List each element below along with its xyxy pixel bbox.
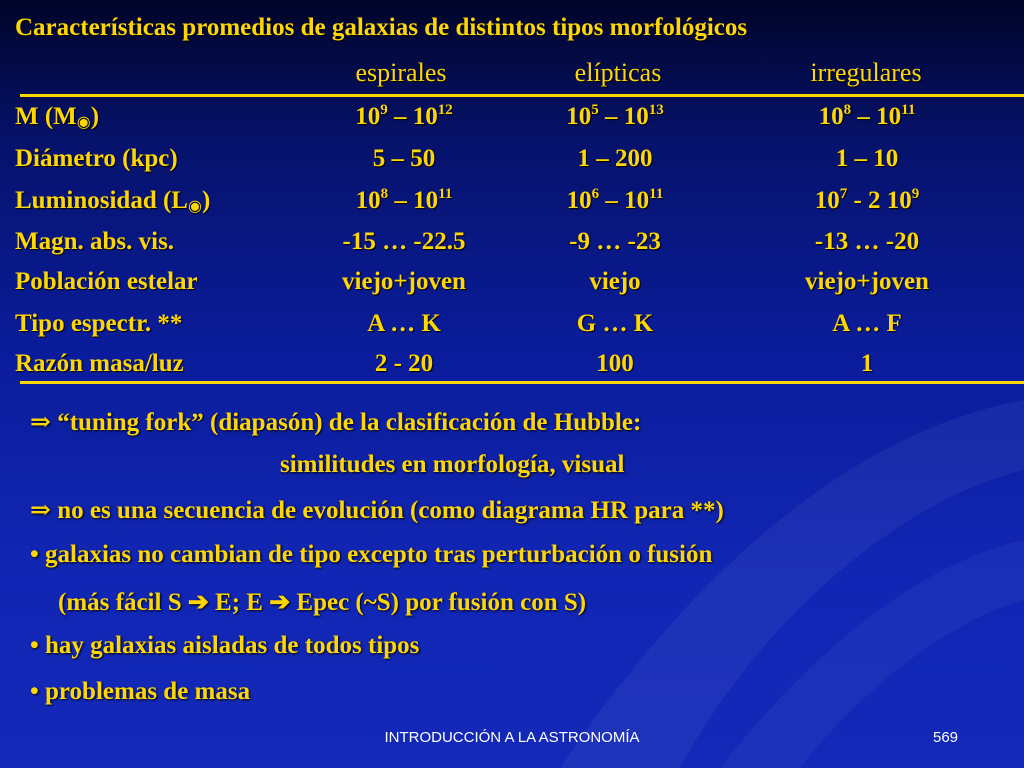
table-top-rule bbox=[20, 94, 1024, 97]
cell-mass-light-elipticas: 100 bbox=[596, 350, 634, 377]
row-label-diameter: Diámetro (kpc) bbox=[15, 145, 178, 172]
header-irregulares: irregulares bbox=[810, 58, 922, 87]
header-espirales: espirales bbox=[355, 58, 447, 87]
sun-symbol-icon: ◉ bbox=[188, 198, 202, 215]
cell-spectral-elipticas: G … K bbox=[576, 310, 654, 337]
cell-population-elipticas: viejo bbox=[589, 268, 641, 295]
header-elipticas: elípticas bbox=[574, 58, 662, 87]
cell-population-irregulares: viejo+joven bbox=[805, 268, 929, 295]
table-row-diameter bbox=[0, 145, 1024, 179]
cell-mass-irregulares: $10^8 - 10^{11}$ bbox=[818, 102, 916, 130]
table-row-mass bbox=[0, 103, 1024, 137]
cell-mass-light-irregulares: 1 bbox=[860, 350, 874, 377]
bullet-tuning-fork: ⇒ “tuning fork” (diapasón) de la clasificación de Hubble: bbox=[30, 409, 642, 436]
row-label-luminosity: Luminosidad (L◉) bbox=[15, 187, 211, 215]
cell-mass-espirales: $10^9 - 10^{12}$ bbox=[355, 102, 453, 130]
cell-mass-elipticas: $10^5 - 10^{13}$ bbox=[566, 102, 664, 130]
row-label-spectral: Tipo espectr. ** bbox=[15, 310, 183, 337]
bullet-no-evolution: ⇒ no es una secuencia de evolución (como diagrama HR para **) bbox=[30, 497, 724, 524]
cell-diameter-irregulares: 1 – 10 bbox=[835, 145, 899, 172]
cell-magnitude-elipticas: -9 … -23 bbox=[569, 228, 661, 255]
cell-spectral-espirales: A … K bbox=[367, 310, 441, 337]
cell-luminosity-espirales: $10^8 - 10^{11}$ bbox=[355, 186, 453, 214]
bullet-isolated: • hay galaxias aisladas de todos tipos bbox=[30, 632, 420, 659]
cell-diameter-espirales: 5 – 50 bbox=[372, 145, 436, 172]
table-row-mass-light bbox=[0, 350, 1024, 384]
bullet-no-type-change-cont: (más fácil S ➔ E; E ➔ Epec (~S) por fusión con S) bbox=[58, 589, 587, 616]
cell-luminosity-irregulares: $10^7 - 2$ $10^9$ bbox=[814, 186, 920, 214]
bullet-tuning-fork-cont: similitudes en morfología, visual bbox=[280, 451, 625, 478]
row-label-mass: M (M◉) bbox=[15, 103, 100, 131]
cell-luminosity-elipticas: $10^6 - 10^{11}$ bbox=[566, 186, 664, 214]
bullet-no-type-change: • galaxias no cambian de tipo excepto tras perturbación o fusión bbox=[30, 541, 713, 568]
table-row-luminosity bbox=[0, 187, 1024, 221]
row-label-population: Población estelar bbox=[15, 268, 198, 295]
slide-title: Características promedios de galaxias de distintos tipos morfológicos bbox=[15, 14, 748, 41]
row-label-magnitude: Magn. abs. vis. bbox=[15, 228, 175, 255]
footer-course: INTRODUCCIÓN A LA ASTRONOMÍA bbox=[384, 729, 640, 746]
table-row-magnitude bbox=[0, 228, 1024, 262]
cell-spectral-irregulares: A … F bbox=[832, 310, 902, 337]
row-label-mass-light: Razón masa/luz bbox=[15, 350, 184, 377]
bullet-mass-problems: • problemas de masa bbox=[30, 678, 251, 705]
footer-page-number: 569 bbox=[933, 729, 959, 746]
cell-mass-light-espirales: 2 - 20 bbox=[374, 350, 434, 377]
table-header-row bbox=[0, 58, 1024, 92]
cell-diameter-elipticas: 1 – 200 bbox=[577, 145, 653, 172]
table-row-spectral bbox=[0, 310, 1024, 344]
cell-population-espirales: viejo+joven bbox=[342, 268, 466, 295]
cell-magnitude-espirales: -15 … -22.5 bbox=[342, 228, 466, 255]
cell-magnitude-irregulares: -13 … -20 bbox=[814, 228, 920, 255]
table-row-population bbox=[0, 268, 1024, 302]
table-bottom-rule bbox=[20, 381, 1024, 384]
sun-symbol-icon: ◉ bbox=[76, 114, 91, 131]
